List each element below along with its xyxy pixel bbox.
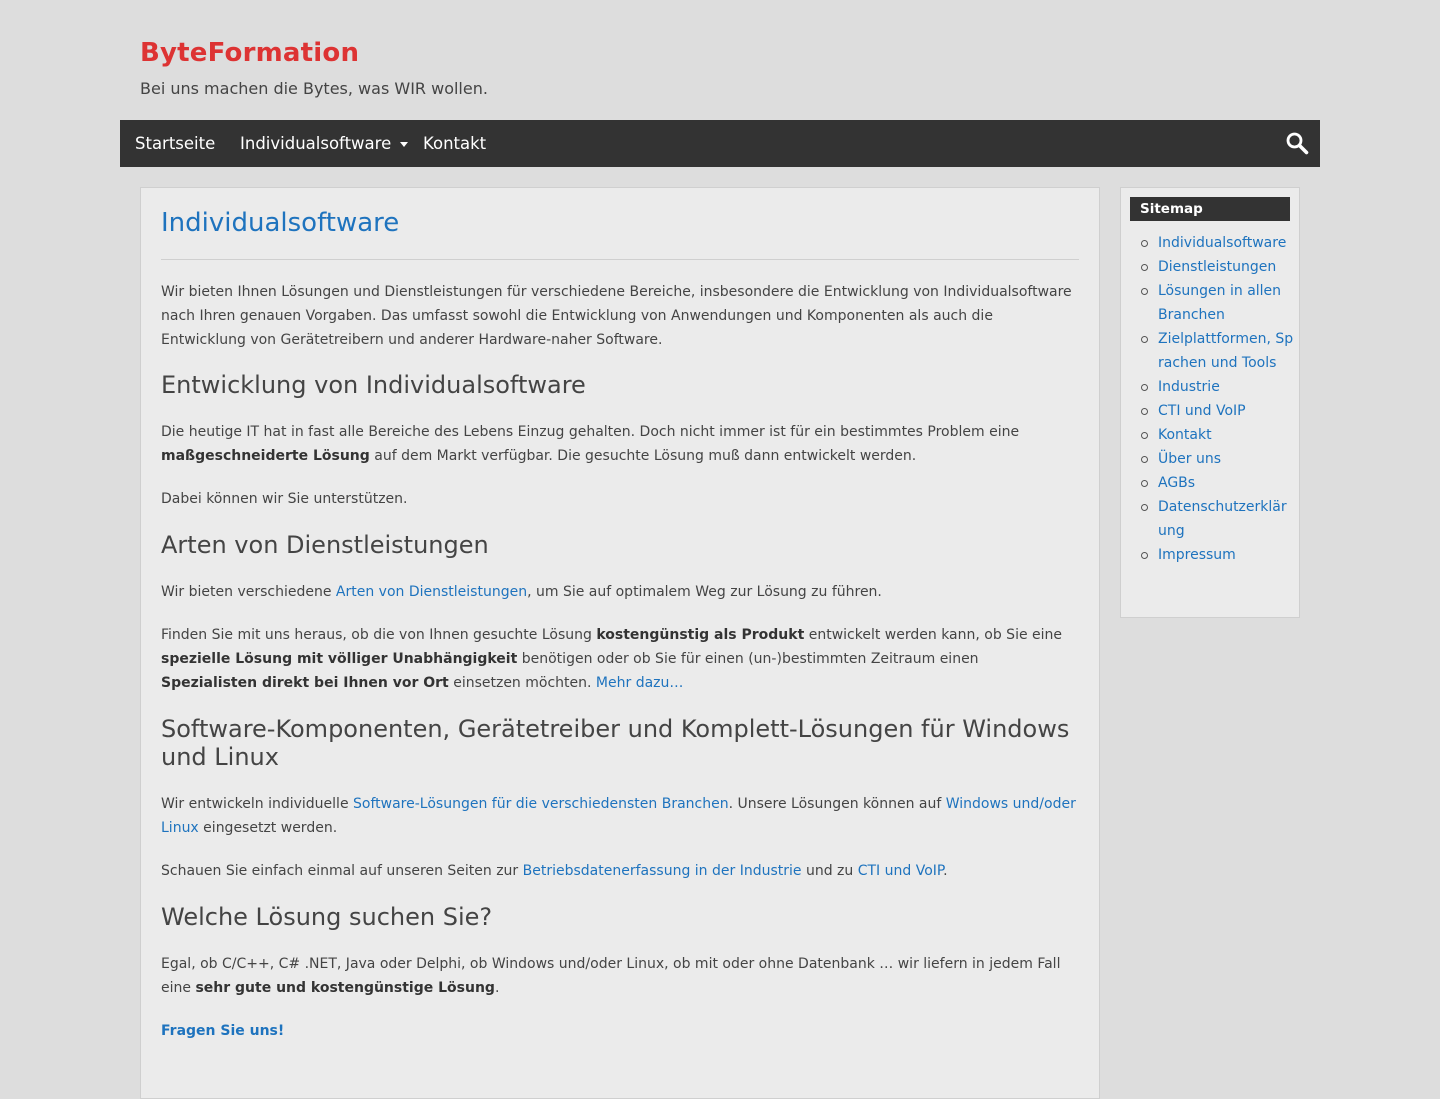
text-span: . Unsere Lösungen können auf [728,796,946,812]
sitemap-link-agbs[interactable]: AGBs [1158,475,1196,491]
link-mehr-dazu[interactable]: Mehr dazu… [595,675,684,691]
list-item [1158,327,1294,375]
main-content [140,187,1100,1099]
list-item [1158,495,1294,543]
nav-item-individualsoftware[interactable] [240,120,408,167]
sitemap-link-loesungen[interactable]: Lösungen in allen Branchen [1158,283,1282,323]
sitemap-link-kontakt[interactable]: Kontakt [1158,427,1212,443]
list-item [1158,399,1294,423]
paragraph [161,859,1079,883]
sitemap-link-individualsoftware[interactable]: Individualsoftware [1158,235,1287,251]
link-arten-von-dienstleistungen[interactable]: Arten von Dienstleistungen [335,584,528,600]
paragraph [161,420,1079,468]
bold-text: kostengünstig als Produkt [596,627,805,643]
link-software-loesungen[interactable]: Software-Lösungen für die verschiedensten Branchen [353,796,729,812]
sitemap-link-ueber-uns[interactable]: Über uns [1158,451,1221,467]
bold-text: maßgeschneiderte Lösung [161,448,370,464]
section-heading: Entwicklung von Individualsoftware [161,371,586,399]
bold-text: spezielle Lösung mit völliger Unabhängigkeit [161,651,518,667]
site-description: Bei uns machen die Bytes, was WIR wollen. [140,79,488,98]
link-betriebsdatenerfassung[interactable]: Betriebsdatenerfassung in der Industrie [522,863,802,879]
list-item [1158,279,1294,327]
section-heading: Software-Komponenten, Gerätetreiber und Komplett-Lösungen für Windows und Linux [161,715,1070,771]
section-heading: Welche Lösung suchen Sie? [161,903,493,931]
text-span: entwickelt werden kann, ob Sie eine [804,627,1063,643]
text-span: . [494,980,500,996]
list-item [1158,231,1294,255]
text-span: auf dem Markt verfügbar. Die gesuchte Lösung muß dann entwickelt werden. [369,448,917,464]
bold-text: Spezialisten direkt bei Ihnen vor Ort [161,675,449,691]
text-span: benötigen oder ob Sie für einen (un-)bestimmten Zeitraum einen [517,651,979,667]
list-item [1158,423,1294,447]
text-span: Schauen Sie einfach einmal auf unseren Seiten zur [161,863,523,879]
search-icon[interactable] [1285,131,1309,155]
intro-paragraph: Wir bieten Ihnen Lösungen und Dienstleistungen für verschiedene Bereiche, insbesondere die Entwicklung von Individualsoftware nach Ihren genauen Vorgaben. Das umfasst sowohl die Entwicklung von Anwendungen und Komponenten als auch die Entwicklung von Gerätetreibern und anderer Hardware-naher Software. [161,284,1072,348]
page-title: Individualsoftware [161,208,400,238]
sitemap-link-cti-voip[interactable]: CTI und VoIP [1158,403,1246,419]
list-item [1158,471,1294,495]
paragraph [161,952,1079,1000]
dropdown-caret-icon [400,142,408,147]
nav-item-label: Individualsoftware [240,134,392,153]
link-fragen-sie-uns[interactable]: Fragen Sie uns! [161,1023,285,1039]
widget-title: Sitemap [1130,197,1290,221]
paragraph: Dabei können wir Sie unterstützen. [161,491,408,507]
list-item [1158,543,1294,567]
list-item [1158,255,1294,279]
sidebar [1120,187,1300,618]
sitemap-link-industrie[interactable]: Industrie [1158,379,1220,395]
text-span: Die heutige IT hat in fast alle Bereiche des Lebens Einzug gehalten. Doch nicht immer ist für ein bestimmtes Problem eine [161,424,1020,440]
link-cti-voip[interactable]: CTI und VoIP [857,863,944,879]
bold-text: sehr gute und kostengünstige Lösung [195,980,495,996]
text-span: . [943,863,948,879]
text-span: und zu [801,863,858,879]
nav-item-label: Startseite [135,134,216,153]
list-item [1158,447,1294,471]
site-title-link[interactable]: ByteFormation [140,38,360,68]
nav-item-startseite[interactable] [135,120,215,167]
paragraph [161,623,1079,695]
main-navigation [120,120,1320,167]
text-span: eingesetzt werden. [198,820,338,836]
sitemap-link-dienstleistungen[interactable]: Dienstleistungen [1158,259,1277,275]
text-span: Wir entwickeln individuelle [161,796,354,812]
sitemap-link-impressum[interactable]: Impressum [1158,547,1236,563]
list-item [1158,375,1294,399]
sitemap-list [1158,231,1294,567]
sitemap-link-datenschutz[interactable]: Datenschutzerklärung [1158,499,1287,539]
text-span: einsetzen möchten. [448,675,596,691]
nav-item-kontakt[interactable] [423,120,486,167]
paragraph [161,580,1079,604]
link-windows-linux[interactable]: Windows und/oder Linux [161,796,1076,836]
sitemap-link-zielplattformen[interactable]: Zielplattformen, Sprachen und Tools [1158,331,1294,371]
paragraph [161,792,1079,840]
nav-item-label: Kontakt [423,134,487,153]
section-heading: Arten von Dienstleistungen [161,531,489,559]
title-divider [161,259,1079,260]
text-span: Egal, ob C/C++, C# .NET, Java oder Delphi, ob Windows und/oder Linux, ob mit oder ohne Datenbank … wir liefern in jedem Fall eine [161,956,1061,996]
text-span: Finden Sie mit uns heraus, ob die von Ihnen gesuchte Lösung [161,627,597,643]
text-span: , um Sie auf optimalem Weg zur Lösung zu führen. [527,584,882,600]
paragraph [161,1019,1079,1043]
text-span: Wir bieten verschiedene [161,584,336,600]
